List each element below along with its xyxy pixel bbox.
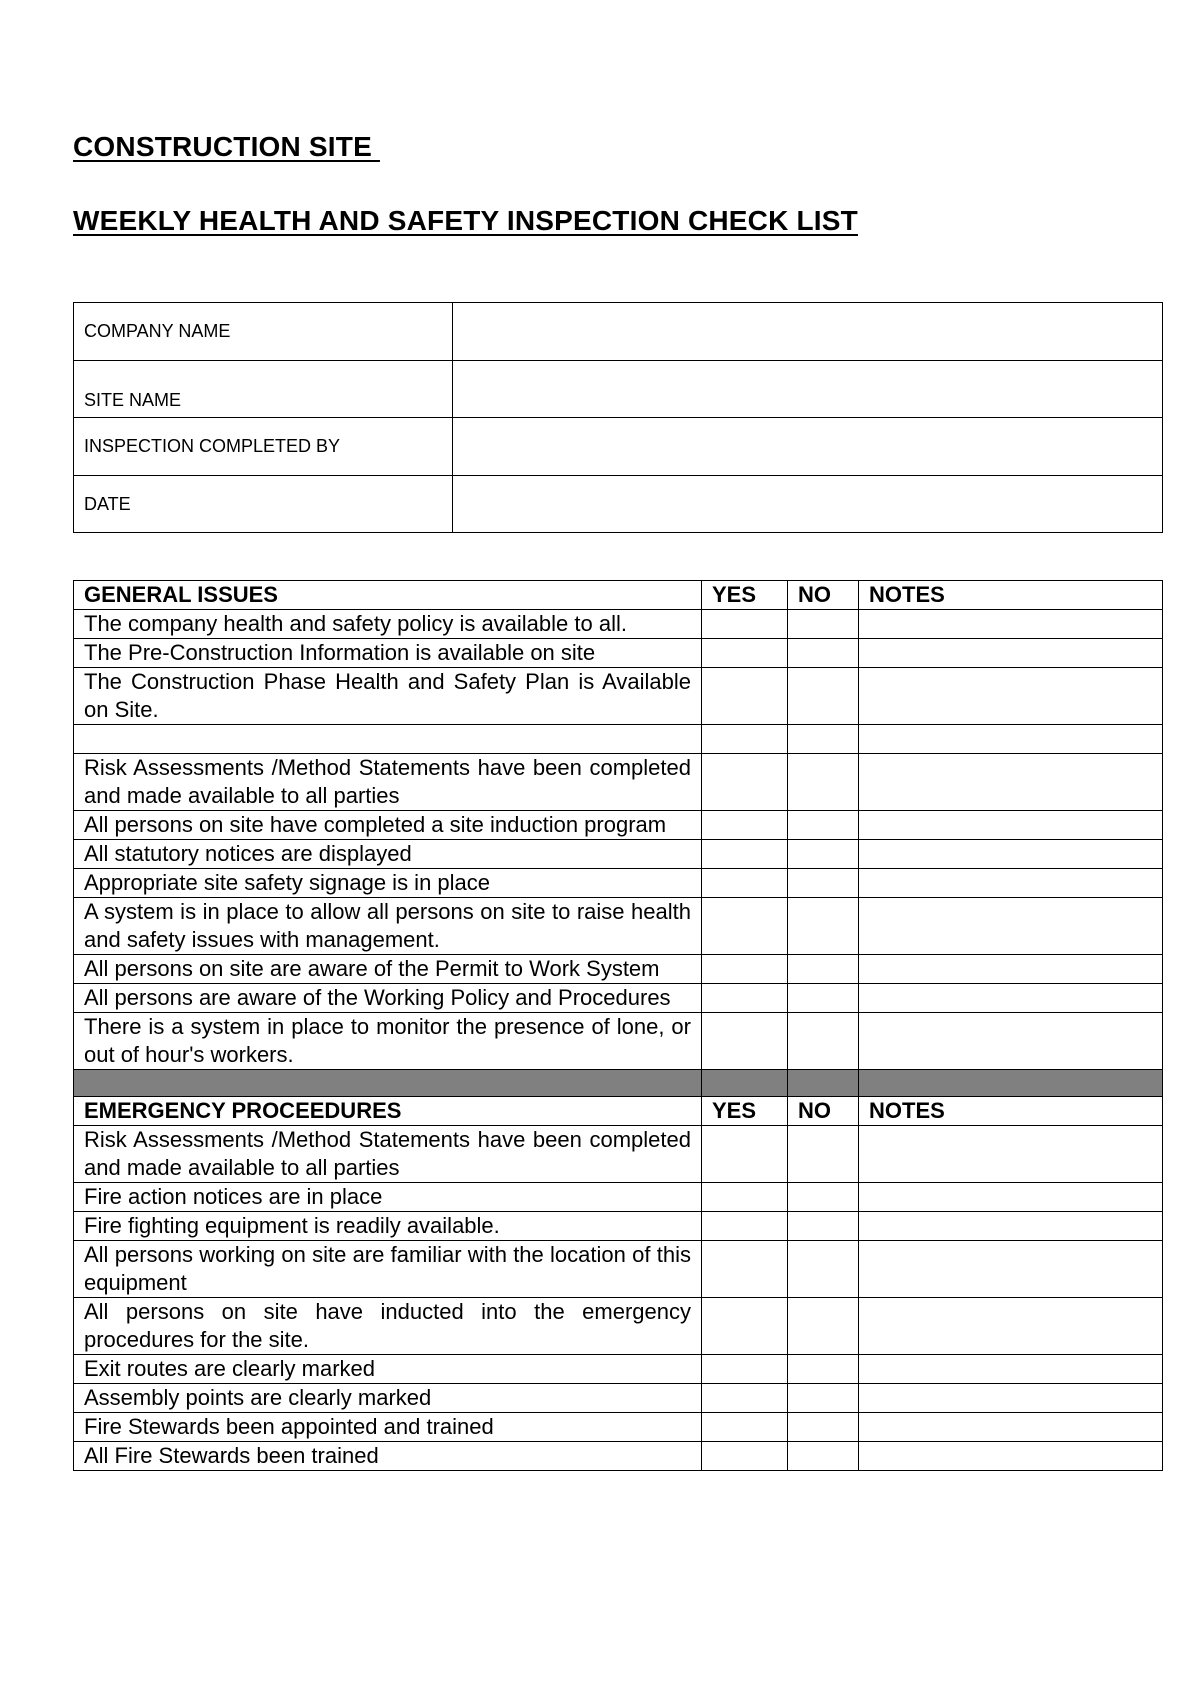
no-checkbox-cell[interactable] — [788, 1355, 859, 1384]
yes-checkbox-cell[interactable] — [702, 898, 788, 955]
notes-cell[interactable] — [859, 869, 1163, 898]
no-checkbox-cell[interactable] — [788, 869, 859, 898]
checklist-item: Appropriate site safety signage is in place — [74, 869, 702, 898]
notes-cell[interactable] — [859, 984, 1163, 1013]
divider-cell — [788, 1070, 859, 1097]
yes-checkbox-cell[interactable] — [702, 1241, 788, 1298]
notes-cell[interactable] — [859, 840, 1163, 869]
checklist-item: All Fire Stewards been trained — [74, 1442, 702, 1471]
no-checkbox-cell[interactable] — [788, 840, 859, 869]
checklist-row — [74, 1384, 1163, 1413]
checklist-item: There is a system in place to monitor the presence of lone, or out of hour's workers. — [74, 1013, 702, 1070]
info-label: SITE NAME — [74, 361, 453, 418]
checklist-row — [74, 668, 1163, 725]
checklist-item: All persons are aware of the Working Policy and Procedures — [74, 984, 702, 1013]
section-title: EMERGENCY PROCEEDURES — [74, 1097, 702, 1126]
notes-cell[interactable] — [859, 1126, 1163, 1183]
yes-checkbox-cell[interactable] — [702, 1183, 788, 1212]
site-name-field[interactable] — [453, 361, 1163, 418]
yes-checkbox-cell[interactable] — [702, 840, 788, 869]
yes-checkbox-cell[interactable] — [702, 668, 788, 725]
notes-column-header: NOTES — [859, 581, 1163, 610]
no-checkbox-cell[interactable] — [788, 955, 859, 984]
notes-cell[interactable] — [859, 668, 1163, 725]
checklist-item: All persons on site have inducted into the emergency procedures for the site. — [74, 1298, 702, 1355]
notes-cell[interactable] — [859, 725, 1163, 754]
checklist-item: Assembly points are clearly marked — [74, 1384, 702, 1413]
info-row-site — [74, 361, 1163, 418]
yes-checkbox-cell[interactable] — [702, 1384, 788, 1413]
checklist-item: Fire fighting equipment is readily available. — [74, 1212, 702, 1241]
checklist-item: Fire action notices are in place — [74, 1183, 702, 1212]
no-checkbox-cell[interactable] — [788, 1442, 859, 1471]
no-checkbox-cell[interactable] — [788, 811, 859, 840]
notes-cell[interactable] — [859, 1241, 1163, 1298]
notes-cell[interactable] — [859, 1442, 1163, 1471]
info-label: COMPANY NAME — [74, 303, 453, 361]
notes-cell[interactable] — [859, 1298, 1163, 1355]
notes-cell[interactable] — [859, 610, 1163, 639]
info-row-company — [74, 303, 1163, 361]
yes-checkbox-cell[interactable] — [702, 1013, 788, 1070]
no-checkbox-cell[interactable] — [788, 898, 859, 955]
yes-checkbox-cell[interactable] — [702, 984, 788, 1013]
no-checkbox-cell[interactable] — [788, 1241, 859, 1298]
no-checkbox-cell[interactable] — [788, 984, 859, 1013]
checklist-item: All persons on site have completed a site induction program — [74, 811, 702, 840]
checklist-row — [74, 898, 1163, 955]
section-header-row — [74, 581, 1163, 610]
notes-cell[interactable] — [859, 1013, 1163, 1070]
no-checkbox-cell[interactable] — [788, 610, 859, 639]
checklist-row — [74, 869, 1163, 898]
document-title: CONSTRUCTION SITE — [73, 131, 380, 162]
checklist-row — [74, 1183, 1163, 1212]
info-row-date — [74, 476, 1163, 533]
checklist-row — [74, 1212, 1163, 1241]
info-row-inspector — [74, 418, 1163, 476]
checklist-item — [74, 725, 702, 754]
checklist-item: Exit routes are clearly marked — [74, 1355, 702, 1384]
notes-cell[interactable] — [859, 811, 1163, 840]
yes-checkbox-cell[interactable] — [702, 610, 788, 639]
notes-cell[interactable] — [859, 1212, 1163, 1241]
checklist-item: Fire Stewards been appointed and trained — [74, 1413, 702, 1442]
notes-cell[interactable] — [859, 955, 1163, 984]
checklist-item: The Construction Phase Health and Safety Plan is Available on Site. — [74, 668, 702, 725]
no-column-header: NO — [788, 1097, 859, 1126]
no-checkbox-cell[interactable] — [788, 725, 859, 754]
yes-checkbox-cell[interactable] — [702, 1298, 788, 1355]
yes-checkbox-cell[interactable] — [702, 811, 788, 840]
checklist-item: All persons working on site are familiar with the location of this equipment — [74, 1241, 702, 1298]
date-field[interactable] — [453, 476, 1163, 533]
no-checkbox-cell[interactable] — [788, 754, 859, 811]
checklist-item: All persons on site are aware of the Permit to Work System — [74, 955, 702, 984]
notes-cell[interactable] — [859, 1183, 1163, 1212]
checklist-item: The company health and safety policy is available to all. — [74, 610, 702, 639]
checklist-row — [74, 725, 1163, 754]
checklist-row — [74, 984, 1163, 1013]
checklist-item: A system is in place to allow all persons on site to raise health and safety issues with management. — [74, 898, 702, 955]
yes-checkbox-cell[interactable] — [702, 1355, 788, 1384]
checklist-item: The Pre-Construction Information is available on site — [74, 639, 702, 668]
section-header-row — [74, 1097, 1163, 1126]
info-label: DATE — [74, 476, 453, 533]
checklist-row — [74, 1013, 1163, 1070]
yes-checkbox-cell[interactable] — [702, 1413, 788, 1442]
checklist-row — [74, 811, 1163, 840]
checklist-row — [74, 1126, 1163, 1183]
divider-cell — [702, 1070, 788, 1097]
no-checkbox-cell[interactable] — [788, 1013, 859, 1070]
no-column-header: NO — [788, 581, 859, 610]
checklist-row — [74, 1241, 1163, 1298]
document-subtitle: WEEKLY HEALTH AND SAFETY INSPECTION CHECK LIST — [73, 205, 858, 236]
checklist-row — [74, 1298, 1163, 1355]
yes-column-header: YES — [702, 1097, 788, 1126]
notes-cell[interactable] — [859, 639, 1163, 668]
yes-checkbox-cell[interactable] — [702, 869, 788, 898]
no-checkbox-cell[interactable] — [788, 1183, 859, 1212]
checklist-item: Risk Assessments /Method Statements have been completed and made available to all parties — [74, 1126, 702, 1183]
checklist-row — [74, 639, 1163, 668]
checklist-row — [74, 840, 1163, 869]
no-checkbox-cell[interactable] — [788, 668, 859, 725]
divider-cell — [859, 1070, 1163, 1097]
checklist-row — [74, 610, 1163, 639]
company-name-field[interactable] — [453, 303, 1163, 361]
notes-cell[interactable] — [859, 1413, 1163, 1442]
no-checkbox-cell[interactable] — [788, 639, 859, 668]
info-label: INSPECTION COMPLETED BY — [74, 418, 453, 476]
checklist-item: Risk Assessments /Method Statements have been completed and made available to all parties — [74, 754, 702, 811]
checklist-row — [74, 955, 1163, 984]
site-info-table — [73, 302, 1163, 533]
notes-cell[interactable] — [859, 1355, 1163, 1384]
divider-cell — [74, 1070, 702, 1097]
checklist-row — [74, 1413, 1163, 1442]
notes-column-header: NOTES — [859, 1097, 1163, 1126]
no-checkbox-cell[interactable] — [788, 1298, 859, 1355]
yes-checkbox-cell[interactable] — [702, 754, 788, 811]
yes-checkbox-cell[interactable] — [702, 955, 788, 984]
yes-checkbox-cell[interactable] — [702, 1126, 788, 1183]
checklist-item: All statutory notices are displayed — [74, 840, 702, 869]
notes-cell[interactable] — [859, 1384, 1163, 1413]
yes-checkbox-cell[interactable] — [702, 725, 788, 754]
notes-cell[interactable] — [859, 754, 1163, 811]
section-divider — [74, 1070, 1163, 1097]
no-checkbox-cell[interactable] — [788, 1413, 859, 1442]
notes-cell[interactable] — [859, 898, 1163, 955]
checklist-row — [74, 754, 1163, 811]
inspection-completed-by-field[interactable] — [453, 418, 1163, 476]
no-checkbox-cell[interactable] — [788, 1126, 859, 1183]
yes-checkbox-cell[interactable] — [702, 1442, 788, 1471]
checklist-row — [74, 1442, 1163, 1471]
yes-checkbox-cell[interactable] — [702, 639, 788, 668]
checklist-table — [73, 580, 1163, 1471]
yes-column-header: YES — [702, 581, 788, 610]
section-title: GENERAL ISSUES — [74, 581, 702, 610]
checklist-row — [74, 1355, 1163, 1384]
yes-checkbox-cell[interactable] — [702, 1212, 788, 1241]
no-checkbox-cell[interactable] — [788, 1212, 859, 1241]
no-checkbox-cell[interactable] — [788, 1384, 859, 1413]
